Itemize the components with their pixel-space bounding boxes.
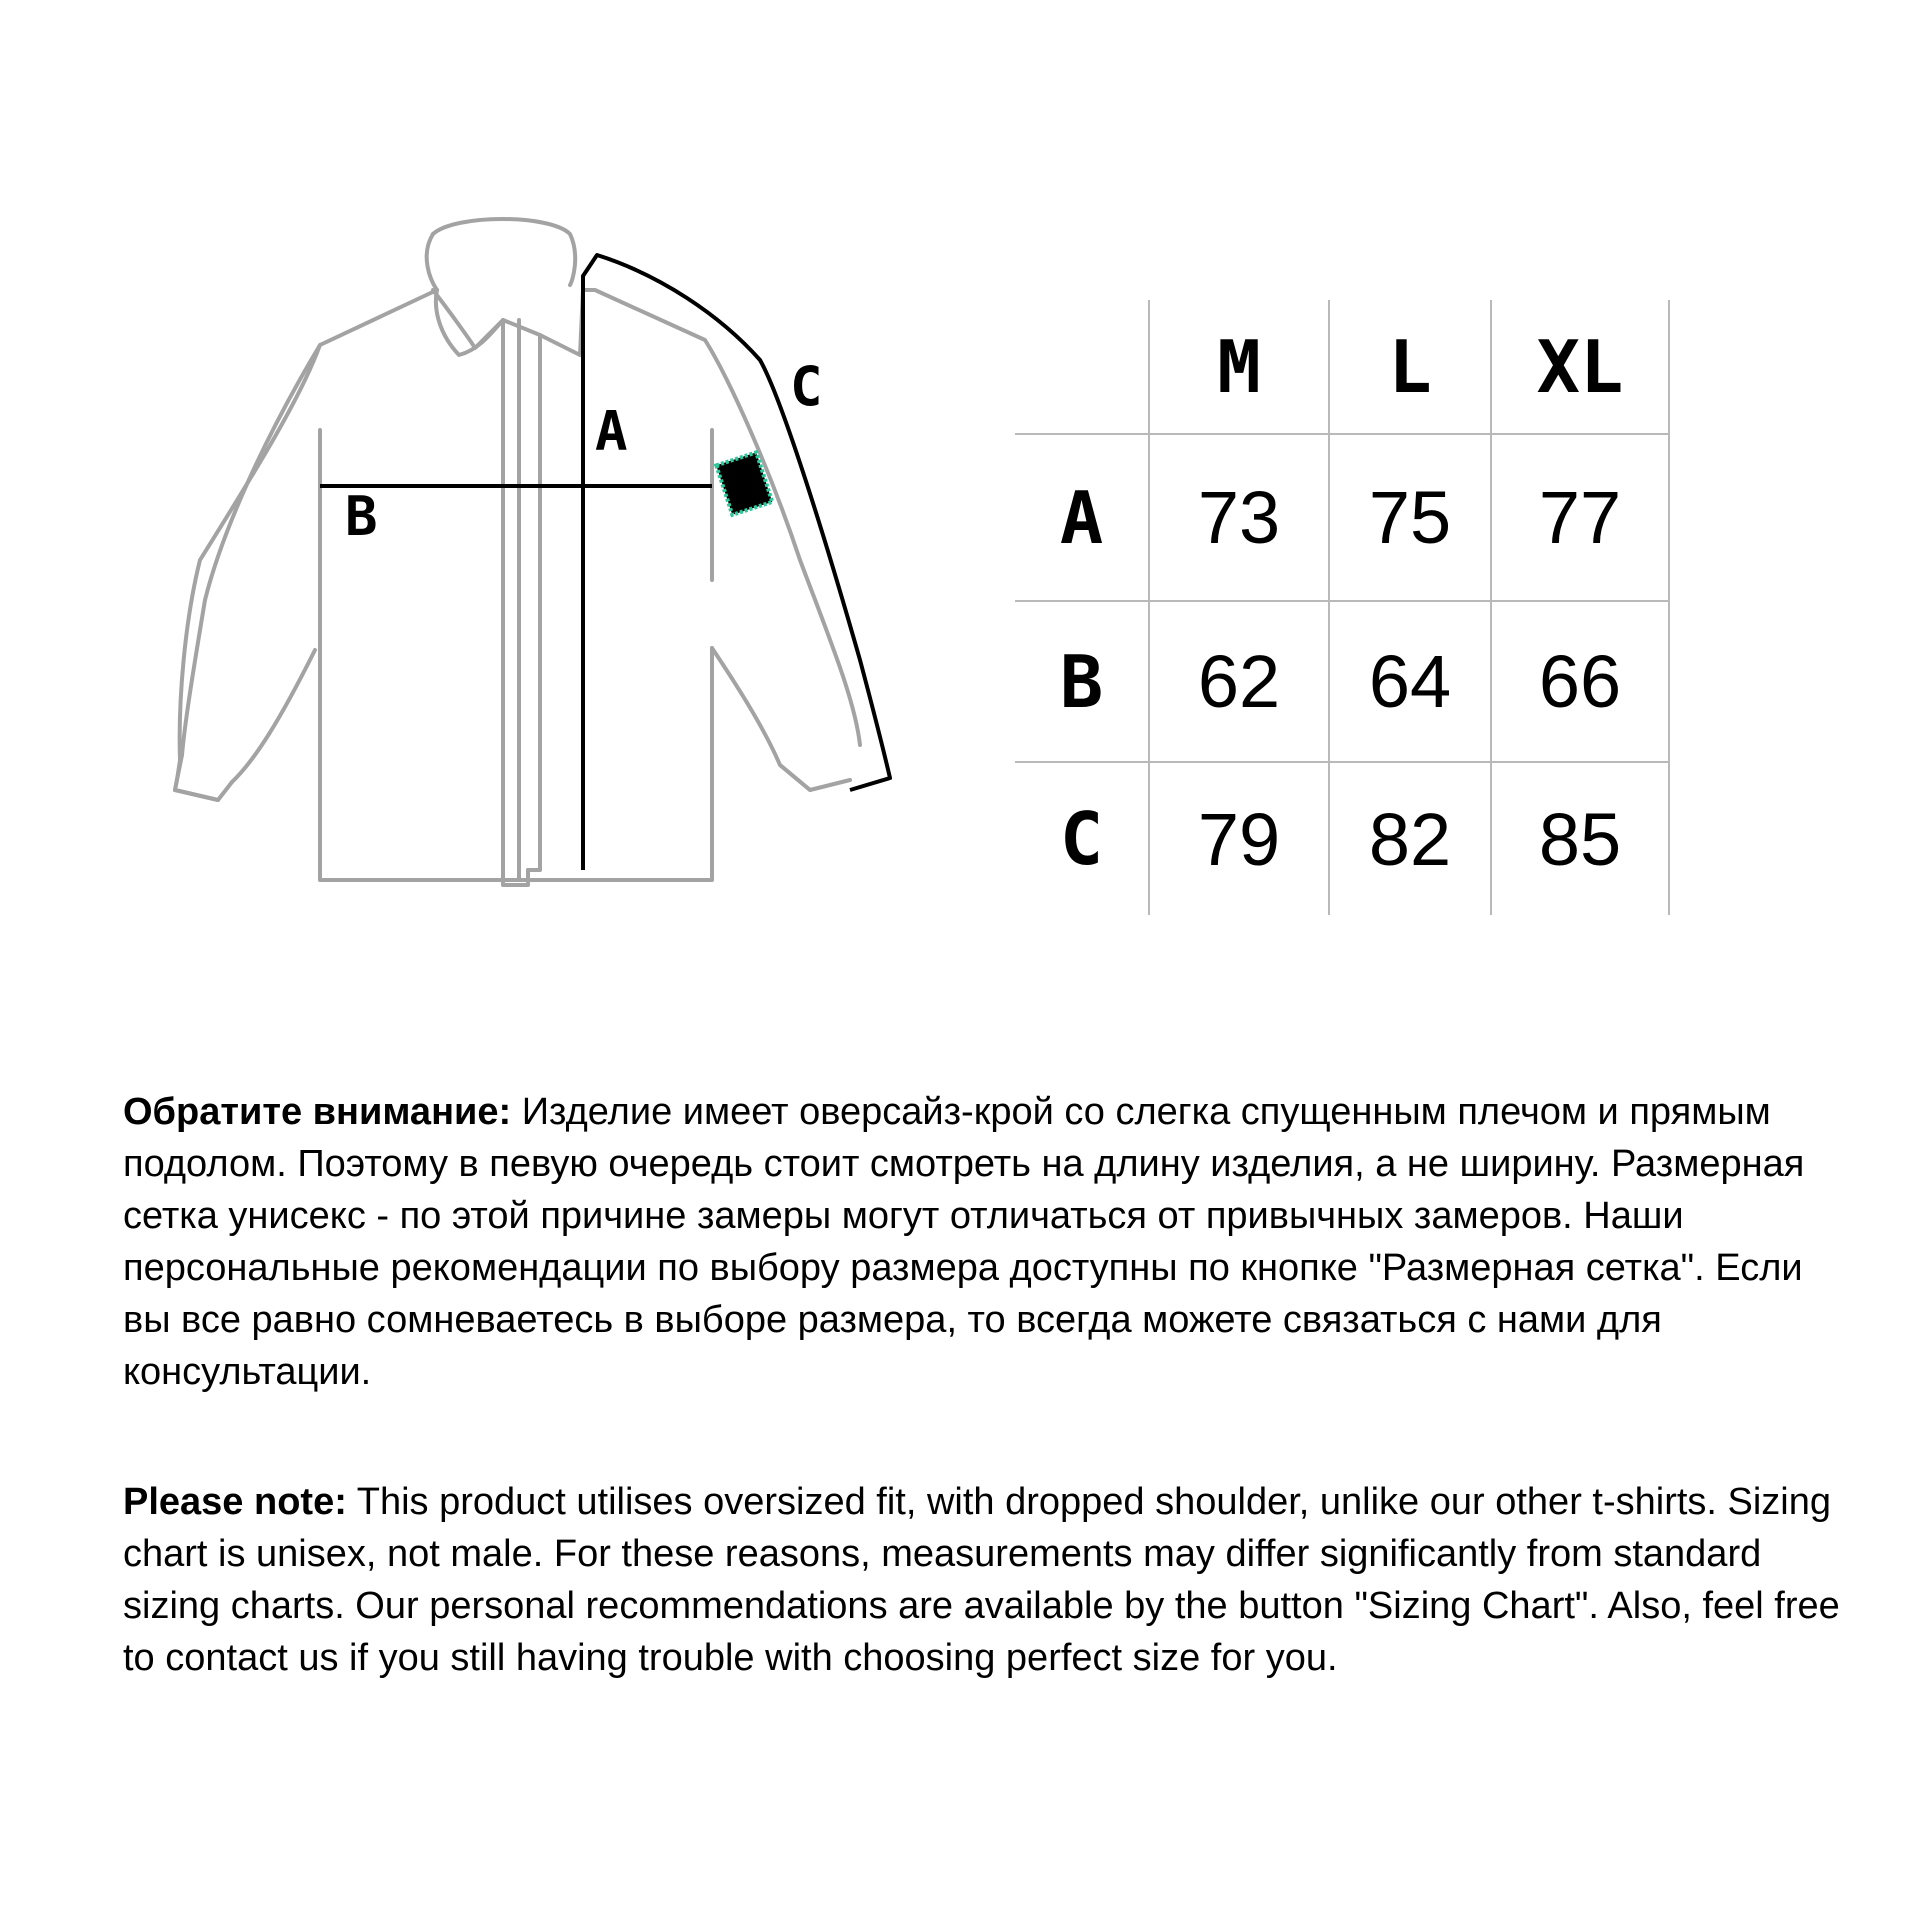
column-header-l: L [1388, 324, 1432, 409]
table-cell: 85 [1538, 797, 1622, 881]
measure-line-a-c [583, 255, 890, 870]
note-ru-lead: Обратите внимание: [123, 1091, 512, 1133]
table-cell: 82 [1368, 797, 1452, 881]
table-cell: 77 [1538, 476, 1622, 559]
column-header-m: M [1217, 324, 1261, 409]
note-en-lead: Please note: [123, 1481, 347, 1523]
table-cell: 62 [1197, 640, 1281, 723]
note-ru-text: Изделие имеет оверсайз-крой со слегка спущенным плечом и прямым подолом. Поэтому в певую очередь стоит смотреть на длину изделия, а не ширину. Размерная сетка унисекс - по этой причине замеры могут отличаться от привычных замеров. Наши персональные рекомендации по выбору размера доступны по кнопке "Размерная сетка". Если вы все равно сомневаетесь в выборе размера, то всегда можете связаться с нами для консультации. [123, 1091, 1805, 1393]
note-en-text: This product utilises oversized fit, with dropped shoulder, unlike our other t-shirts. Sizing chart is unisex, not male. For these reasons, measurements may differ significantly from standard sizing charts. Our personal recommendations are available by the button "Sizing Chart". Also, feel free to contact us if you still having trouble with choosing perfect size for you. [123, 1481, 1840, 1679]
table-cell: 73 [1197, 476, 1281, 559]
note-ru [123, 1086, 1843, 1398]
table-cell: 66 [1538, 640, 1622, 723]
table-cell: 64 [1368, 640, 1452, 723]
grid-line [1668, 300, 1670, 915]
dimension-label-c: C [790, 355, 823, 418]
shirt-diagram [150, 200, 930, 920]
shirt-outline [150, 200, 930, 920]
dimension-label-a: A [595, 400, 628, 463]
table-cell: 75 [1368, 476, 1452, 559]
note-en [123, 1476, 1843, 1684]
size-table [1015, 300, 1670, 915]
dimension-label-b: B [345, 485, 378, 548]
row-header-c: C [1059, 797, 1104, 881]
row-header-b: B [1059, 639, 1104, 724]
row-header-a: A [1059, 475, 1104, 560]
table-cell: 79 [1197, 797, 1281, 881]
column-header-xl: XL [1536, 324, 1624, 409]
